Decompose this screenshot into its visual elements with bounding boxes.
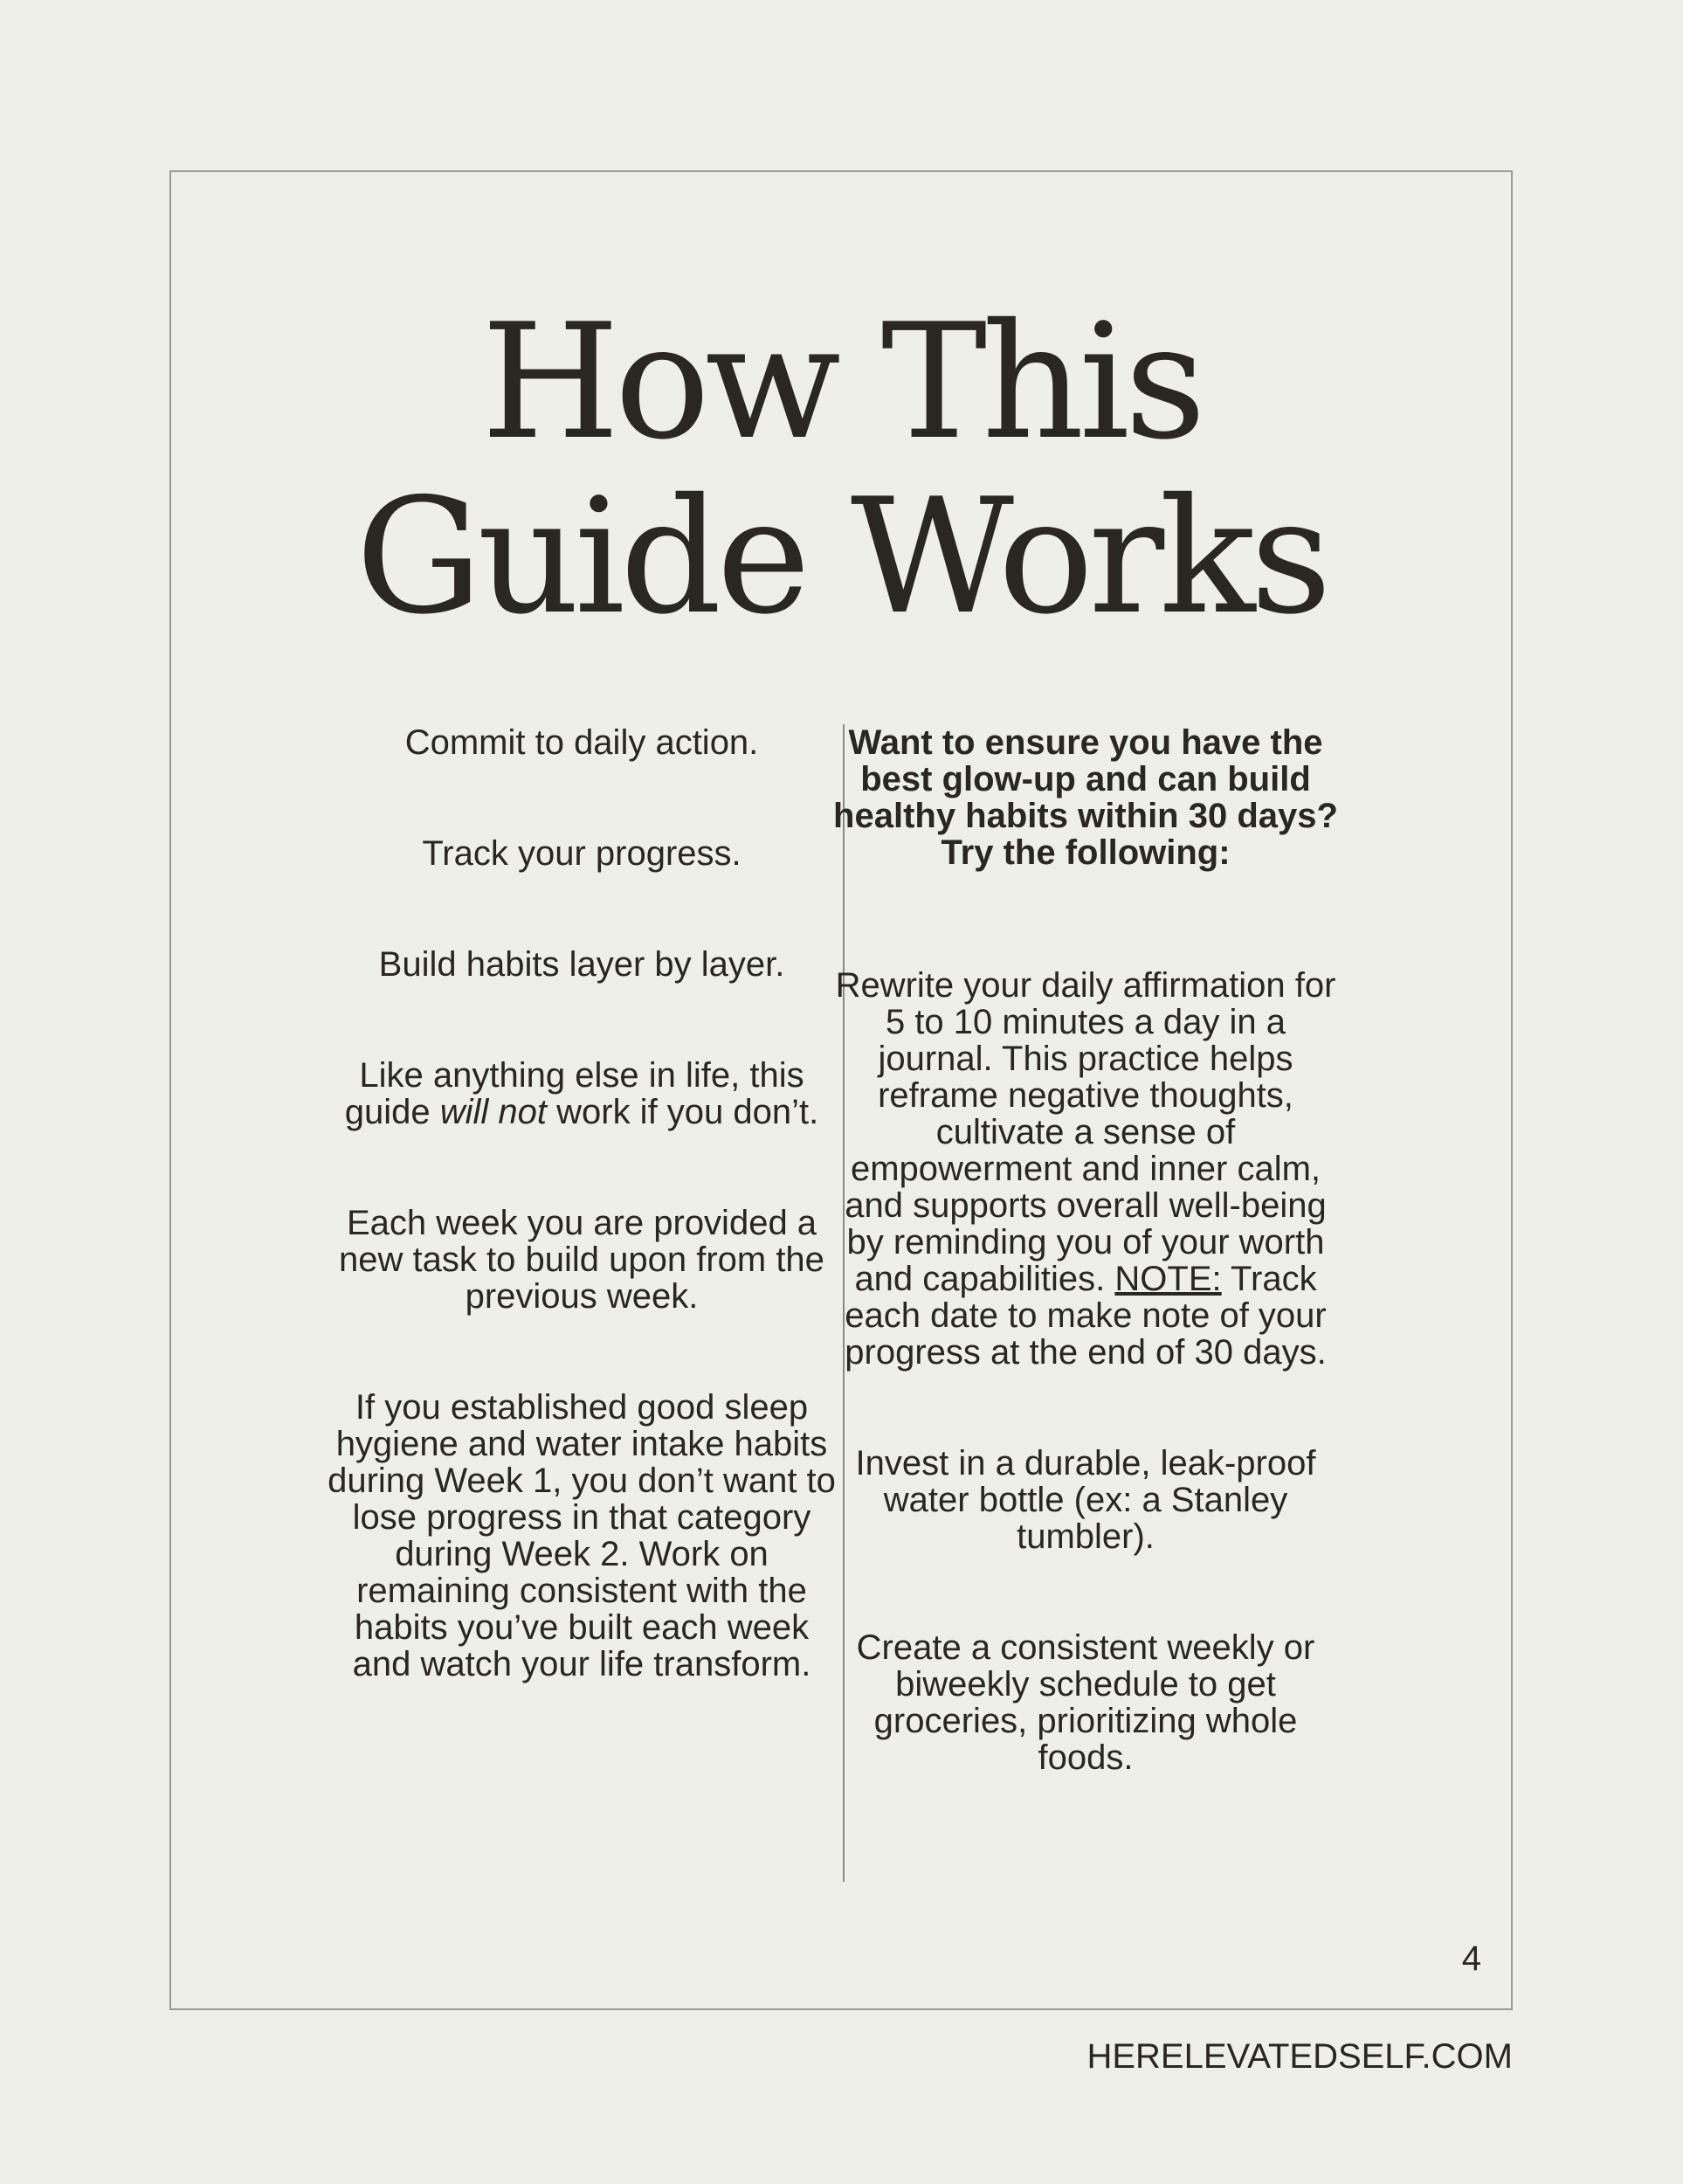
warning-emphasis: will not <box>439 1093 547 1131</box>
title-line-2: Guide Works <box>355 464 1327 649</box>
warning-text-start: Like anything else in life, this guide <box>344 1056 804 1131</box>
page-frame <box>169 170 1513 2010</box>
left-item-consistency: If you established good sleep hygiene and water intake habits during Week 1, you don’t want to lose progress in that category during Week 2. Work on remaining consistent with the habits you’ve built each week and watch your life transform. <box>328 1388 836 1683</box>
right-tip-groceries: Create a consistent weekly or biweekly schedule to get groceries, prioritizing whole foods. <box>856 1628 1315 1777</box>
right-tip-affirmation <box>824 967 1348 1371</box>
left-item-commitment-warning <box>324 1057 839 1130</box>
right-column <box>824 724 1348 1850</box>
left-item-build-habits: Build habits layer by layer. <box>378 945 785 984</box>
title-line-1: How This <box>480 289 1202 474</box>
right-intro: Want to ensure you have the best glow-up and can build healthy habits within 30 days? Try the following: <box>833 723 1338 872</box>
left-item-weekly-task: Each week you are provided a new task to build upon from the previous week. <box>339 1204 824 1316</box>
warning-text-end: work if you don’t. <box>547 1093 819 1131</box>
page-title <box>171 289 1511 649</box>
left-column <box>324 724 839 1757</box>
right-tip-water-bottle: Invest in a durable, leak-proof water bottle (ex: a Stanley tumbler). <box>855 1444 1316 1556</box>
note-text: Track each date to make note of your progress at the end of 30 days. <box>845 1260 1327 1372</box>
page-number: 4 <box>1461 1939 1481 1978</box>
left-item-daily-action: Commit to daily action. <box>404 723 759 762</box>
note-label: NOTE: <box>1114 1260 1222 1298</box>
website-footer: HERELEVATEDSELF.COM <box>1086 2037 1513 2076</box>
left-item-track-progress: Track your progress. <box>422 834 741 873</box>
affirmation-text: Rewrite your daily affirmation for 5 to 10 minutes a day in a journal. This practice helps reframe negative thoughts, cultivate a sense of empowerment and inner calm, and supports overall well-being by reminding you of your worth and capabilities. <box>835 966 1336 1298</box>
